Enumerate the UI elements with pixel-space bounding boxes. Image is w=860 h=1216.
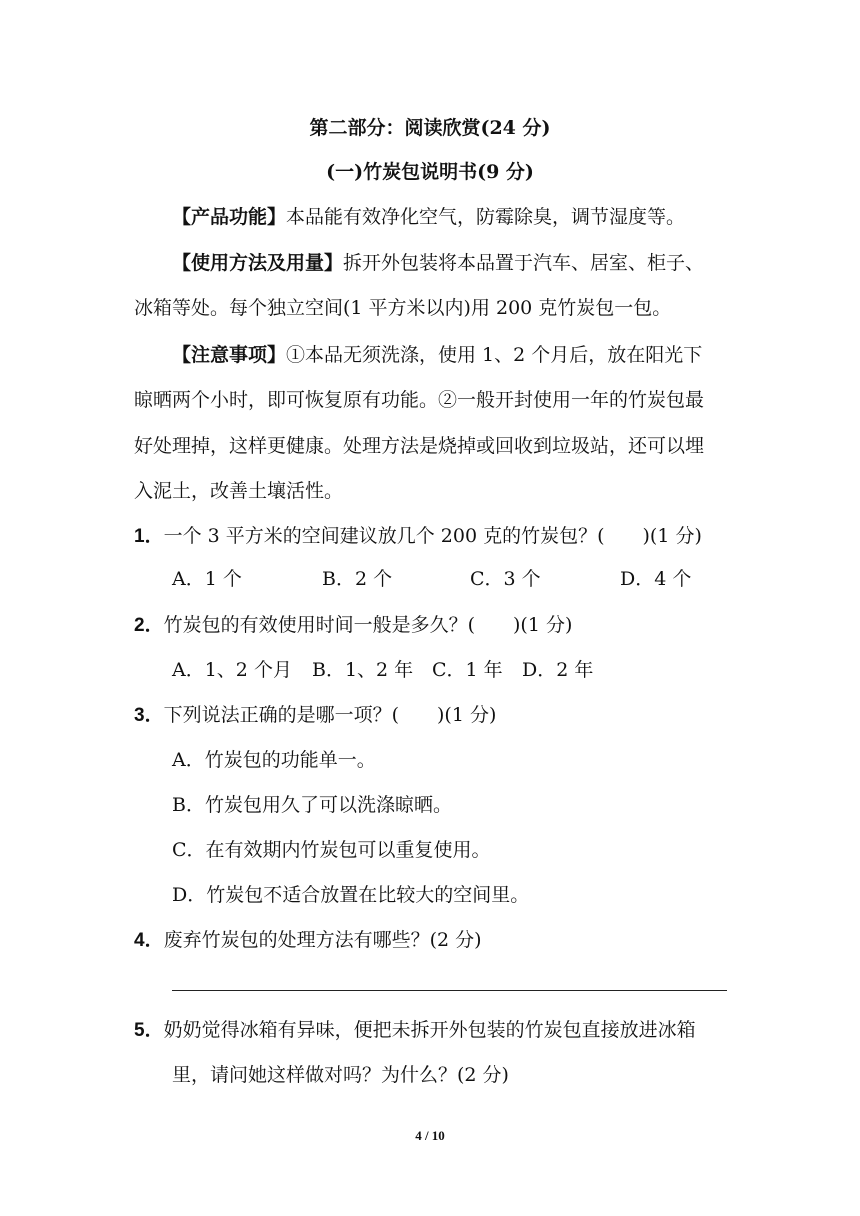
q1-option-b[interactable]: B．2 个 [322, 568, 393, 590]
question-5-line-2: 里，请问她这样做对吗？为什么？(2 分) [172, 1064, 509, 1086]
question-4 [134, 925, 482, 956]
question-number: 4． [134, 930, 164, 951]
paragraph-usage-line-2: 冰箱等处。每个独立空间(1 平方米以内)用 200 克竹炭包一包。 [134, 297, 672, 319]
paragraph-notes-line-2: 晾晒两个小时，即可恢复原有功能。②一般开封使用一年的竹炭包最 [134, 389, 705, 411]
paragraph-notes-line-1 [172, 340, 702, 370]
question-number: 5． [134, 1020, 164, 1041]
paragraph-notes-line-3: 好处理掉，这样更健康。处理方法是烧掉或回收到垃圾站，还可以埋 [134, 435, 705, 457]
answer-line[interactable] [172, 990, 727, 991]
q2-option-d[interactable]: D．2 年 [522, 659, 594, 681]
passage-title: (一)竹炭包说明书(9 分) [326, 161, 534, 183]
function-label: 【产品功能】 [172, 206, 287, 228]
question-text: 一个 3 平方米的空间建议放几个 200 克的竹炭包？( )(1 分) [163, 525, 702, 547]
q1-option-a[interactable]: A．1 个 [172, 568, 242, 590]
question-number: 1． [134, 526, 164, 547]
question-text: 下列说法正确的是哪一项？( )(1 分) [163, 704, 497, 726]
question-number: 3． [134, 705, 164, 726]
q3-option-c[interactable]: C．在有效期内竹炭包可以重复使用。 [172, 839, 491, 861]
q3-option-a[interactable]: A．竹炭包的功能单一。 [172, 749, 376, 771]
q1-option-c[interactable]: C．3 个 [470, 568, 541, 590]
q1-option-d[interactable]: D．4 个 [620, 568, 692, 590]
q2-option-a[interactable]: A．1、2 个月 [172, 659, 292, 681]
paragraph-usage-line-1 [172, 248, 704, 278]
question-number: 2． [134, 615, 164, 636]
paragraph-notes-line-4: 入泥土，改善土壤活性。 [134, 480, 344, 502]
usage-text-1: 拆开外包装将本品置于汽车、居室、柜子、 [343, 252, 705, 274]
function-text: 本品能有效净化空气，防霉除臭，调节湿度等。 [286, 206, 686, 228]
question-text: 竹炭包的有效使用时间一般是多久？( )(1 分) [163, 614, 573, 636]
paragraph-function [172, 202, 685, 232]
question-2 [134, 610, 572, 641]
q3-option-d[interactable]: D．竹炭包不适合放置在比较大的空间里。 [172, 884, 530, 906]
question-1 [134, 521, 702, 552]
q2-option-b[interactable]: B．1、2 年 [312, 659, 414, 681]
question-5-line-1 [134, 1015, 696, 1046]
q2-option-c[interactable]: C．1 年 [432, 659, 503, 681]
usage-label: 【使用方法及用量】 [172, 252, 344, 274]
section-title: 第二部分：阅读欣赏(24 分) [309, 117, 551, 139]
notes-label: 【注意事项】 [172, 344, 287, 366]
question-text: 奶奶觉得冰箱有异味，便把未拆开外包装的竹炭包直接放进冰箱 [163, 1019, 696, 1041]
question-3 [134, 700, 496, 731]
q3-option-b[interactable]: B．竹炭包用久了可以洗涤晾晒。 [172, 794, 452, 816]
page-number: 4 / 10 [415, 1128, 445, 1143]
notes-text-1: ①本品无须洗涤，使用 1、2 个月后，放在阳光下 [286, 344, 703, 366]
question-text: 废弃竹炭包的处理方法有哪些？(2 分) [163, 929, 482, 951]
